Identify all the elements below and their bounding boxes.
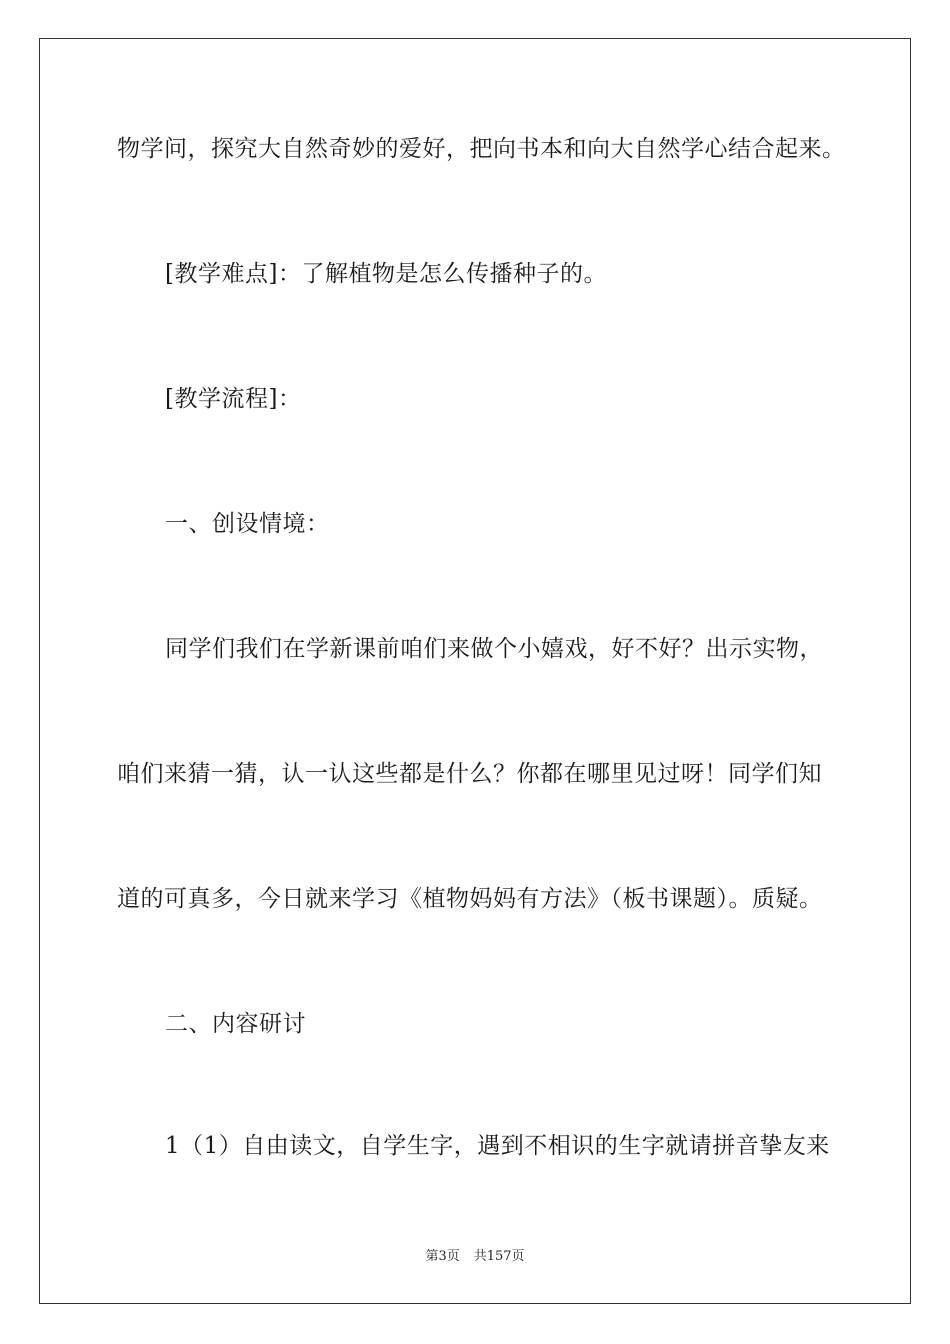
body-text-line: 咱们来猜一猜，认一认这些都是什么？你都在哪里见过呀！同学们知	[117, 761, 822, 787]
teaching-difficulty-line: [教学难点]：了解植物是怎么传播种子的。	[165, 261, 607, 287]
section-heading-2: 二、内容研讨	[165, 1011, 306, 1037]
page-footer	[0, 1248, 950, 1266]
body-text-line: 道的可真多，今日就来学习《植物妈妈有方法》（板书课题）。质疑。	[117, 886, 823, 912]
section-heading-1: 一、创设情境：	[165, 511, 330, 537]
total-pages: 共157页	[473, 1249, 525, 1264]
teaching-process-heading: [教学流程]：	[165, 386, 302, 412]
body-text-line: 1（1）自由读文，自学生字，遇到不相识的生字就请拼音挚友来	[165, 1133, 830, 1159]
body-text-line: 同学们我们在学新课前咱们来做个小嬉戏，好不好？出示实物，	[165, 636, 823, 662]
body-text-line: 物学问，探究大自然奇妙的爱好，把向书本和向大自然学心结合起来。	[117, 136, 846, 162]
page-border	[39, 38, 911, 1304]
page-number: 第3页	[425, 1249, 460, 1264]
